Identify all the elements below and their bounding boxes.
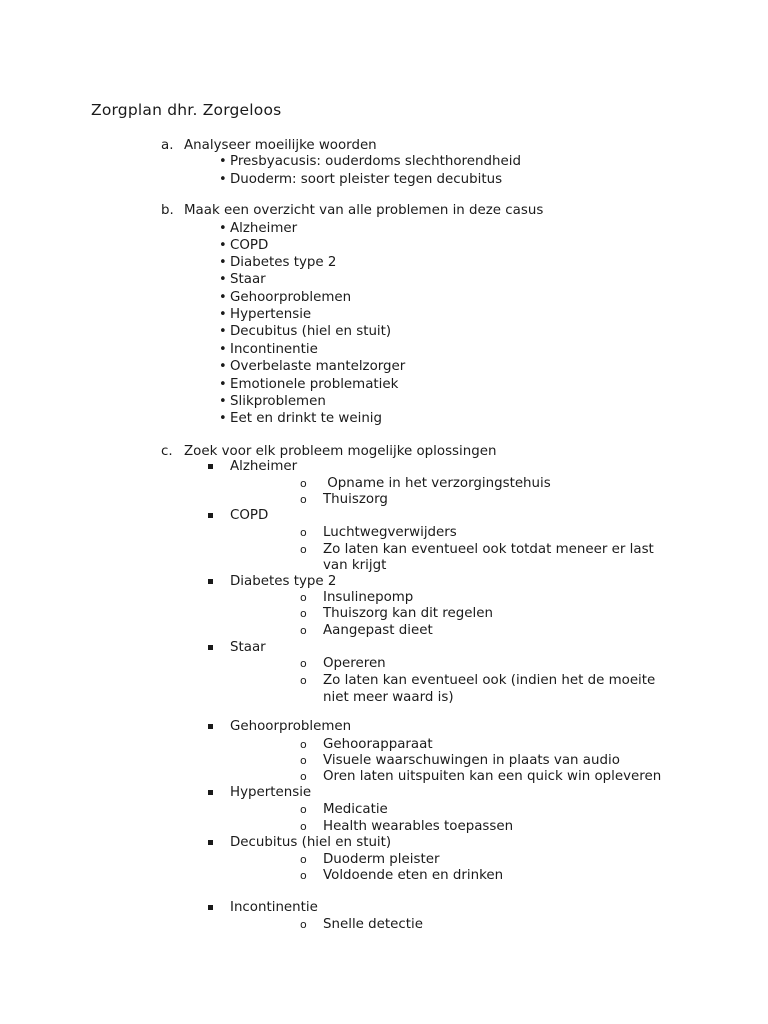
solution-item: Snelle detectie (323, 917, 423, 932)
problem-item: Staar (230, 640, 266, 655)
problem-item: Decubitus (hiel en stuit) (230, 835, 392, 850)
list-item: COPD (230, 238, 269, 253)
bullet-icon: • (219, 272, 227, 287)
solution-item: Luchtwegverwijders (323, 525, 457, 540)
problem-item: Diabetes type 2 (230, 574, 337, 589)
circle-bullet-icon: o (300, 674, 307, 687)
bullet-icon: • (219, 221, 227, 236)
list-item: Hypertensie (230, 307, 312, 322)
list-item: Gehoorproblemen (230, 290, 352, 305)
bullet-icon: • (219, 411, 227, 426)
square-bullet-icon (208, 464, 213, 469)
circle-bullet-icon: o (300, 738, 307, 751)
bullet-icon: • (219, 290, 227, 305)
solution-item: Opname in het verzorgingstehuis (323, 476, 551, 491)
square-bullet-icon (208, 840, 213, 845)
section-c-marker: c. (161, 444, 173, 459)
solution-item: Opereren (323, 656, 386, 671)
list-item: Emotionele problematiek (230, 377, 399, 392)
solution-item: Insulinepomp (323, 590, 414, 605)
problem-item: COPD (230, 508, 269, 523)
problem-item: Hypertensie (230, 785, 312, 800)
circle-bullet-icon: o (300, 918, 307, 931)
list-item: Duoderm: soort pleister tegen decubitus (230, 172, 503, 187)
circle-bullet-icon: o (300, 770, 307, 783)
square-bullet-icon (208, 513, 213, 518)
solution-item: Zo laten kan eventueel ook (indien het de moeite (323, 673, 656, 688)
list-item: Presbyacusis: ouderdoms slechthorendheid (230, 154, 521, 169)
circle-bullet-icon: o (300, 853, 307, 866)
square-bullet-icon (208, 724, 213, 729)
circle-bullet-icon: o (300, 869, 307, 882)
solution-item: Medicatie (323, 802, 388, 817)
section-a-heading: Analyseer moeilijke woorden (184, 138, 377, 153)
solution-item: Gehoorapparaat (323, 737, 433, 752)
section-c-heading: Zoek voor elk probleem mogelijke oplossingen (184, 444, 497, 459)
list-item: Incontinentie (230, 342, 318, 357)
solution-item: Aangepast dieet (323, 623, 433, 638)
circle-bullet-icon: o (300, 493, 307, 506)
bullet-icon: • (219, 307, 227, 322)
solution-item: Visuele waarschuwingen in plaats van audio (323, 753, 620, 768)
list-item: Diabetes type 2 (230, 255, 337, 270)
square-bullet-icon (208, 905, 213, 910)
circle-bullet-icon: o (300, 526, 307, 539)
circle-bullet-icon: o (300, 624, 307, 637)
list-item: Eet en drinkt te weinig (230, 411, 383, 426)
bullet-icon: • (219, 154, 227, 169)
circle-bullet-icon: o (300, 820, 307, 833)
list-item: Overbelaste mantelzorger (230, 359, 406, 374)
problem-item: Incontinentie (230, 900, 318, 915)
circle-bullet-icon: o (300, 543, 307, 556)
circle-bullet-icon: o (300, 591, 307, 604)
square-bullet-icon (208, 579, 213, 584)
solution-item: Thuiszorg kan dit regelen (323, 606, 493, 621)
solution-item: Oren laten uitspuiten kan een quick win opleveren (323, 769, 662, 784)
solution-item: Thuiszorg (323, 492, 388, 507)
solution-item-continued: van krijgt (323, 558, 387, 573)
square-bullet-icon (208, 645, 213, 650)
solution-item-continued: niet meer waard is) (323, 690, 454, 705)
solution-item: Zo laten kan eventueel ook totdat meneer er last (323, 542, 654, 557)
circle-bullet-icon: o (300, 607, 307, 620)
document-title: Zorgplan dhr. Zorgeloos (91, 101, 282, 119)
list-item: Alzheimer (230, 221, 298, 236)
problem-item: Gehoorproblemen (230, 719, 352, 734)
list-item: Slikproblemen (230, 394, 326, 409)
list-item: Staar (230, 272, 266, 287)
circle-bullet-icon: o (300, 657, 307, 670)
bullet-icon: • (219, 359, 227, 374)
bullet-icon: • (219, 342, 227, 357)
bullet-icon: • (219, 255, 227, 270)
circle-bullet-icon: o (300, 754, 307, 767)
solution-item: Voldoende eten en drinken (323, 868, 504, 883)
list-item: Decubitus (hiel en stuit) (230, 324, 392, 339)
problem-item: Alzheimer (230, 459, 298, 474)
bullet-icon: • (219, 172, 227, 187)
bullet-icon: • (219, 394, 227, 409)
bullet-icon: • (219, 238, 227, 253)
bullet-icon: • (219, 324, 227, 339)
section-a-marker: a. (161, 138, 174, 153)
bullet-icon: • (219, 377, 227, 392)
section-b-heading: Maak een overzicht van alle problemen in deze casus (184, 203, 544, 218)
circle-bullet-icon: o (300, 477, 307, 490)
solution-item: Health wearables toepassen (323, 819, 514, 834)
solution-item: Duoderm pleister (323, 852, 440, 867)
square-bullet-icon (208, 790, 213, 795)
section-b-marker: b. (161, 203, 174, 218)
circle-bullet-icon: o (300, 803, 307, 816)
